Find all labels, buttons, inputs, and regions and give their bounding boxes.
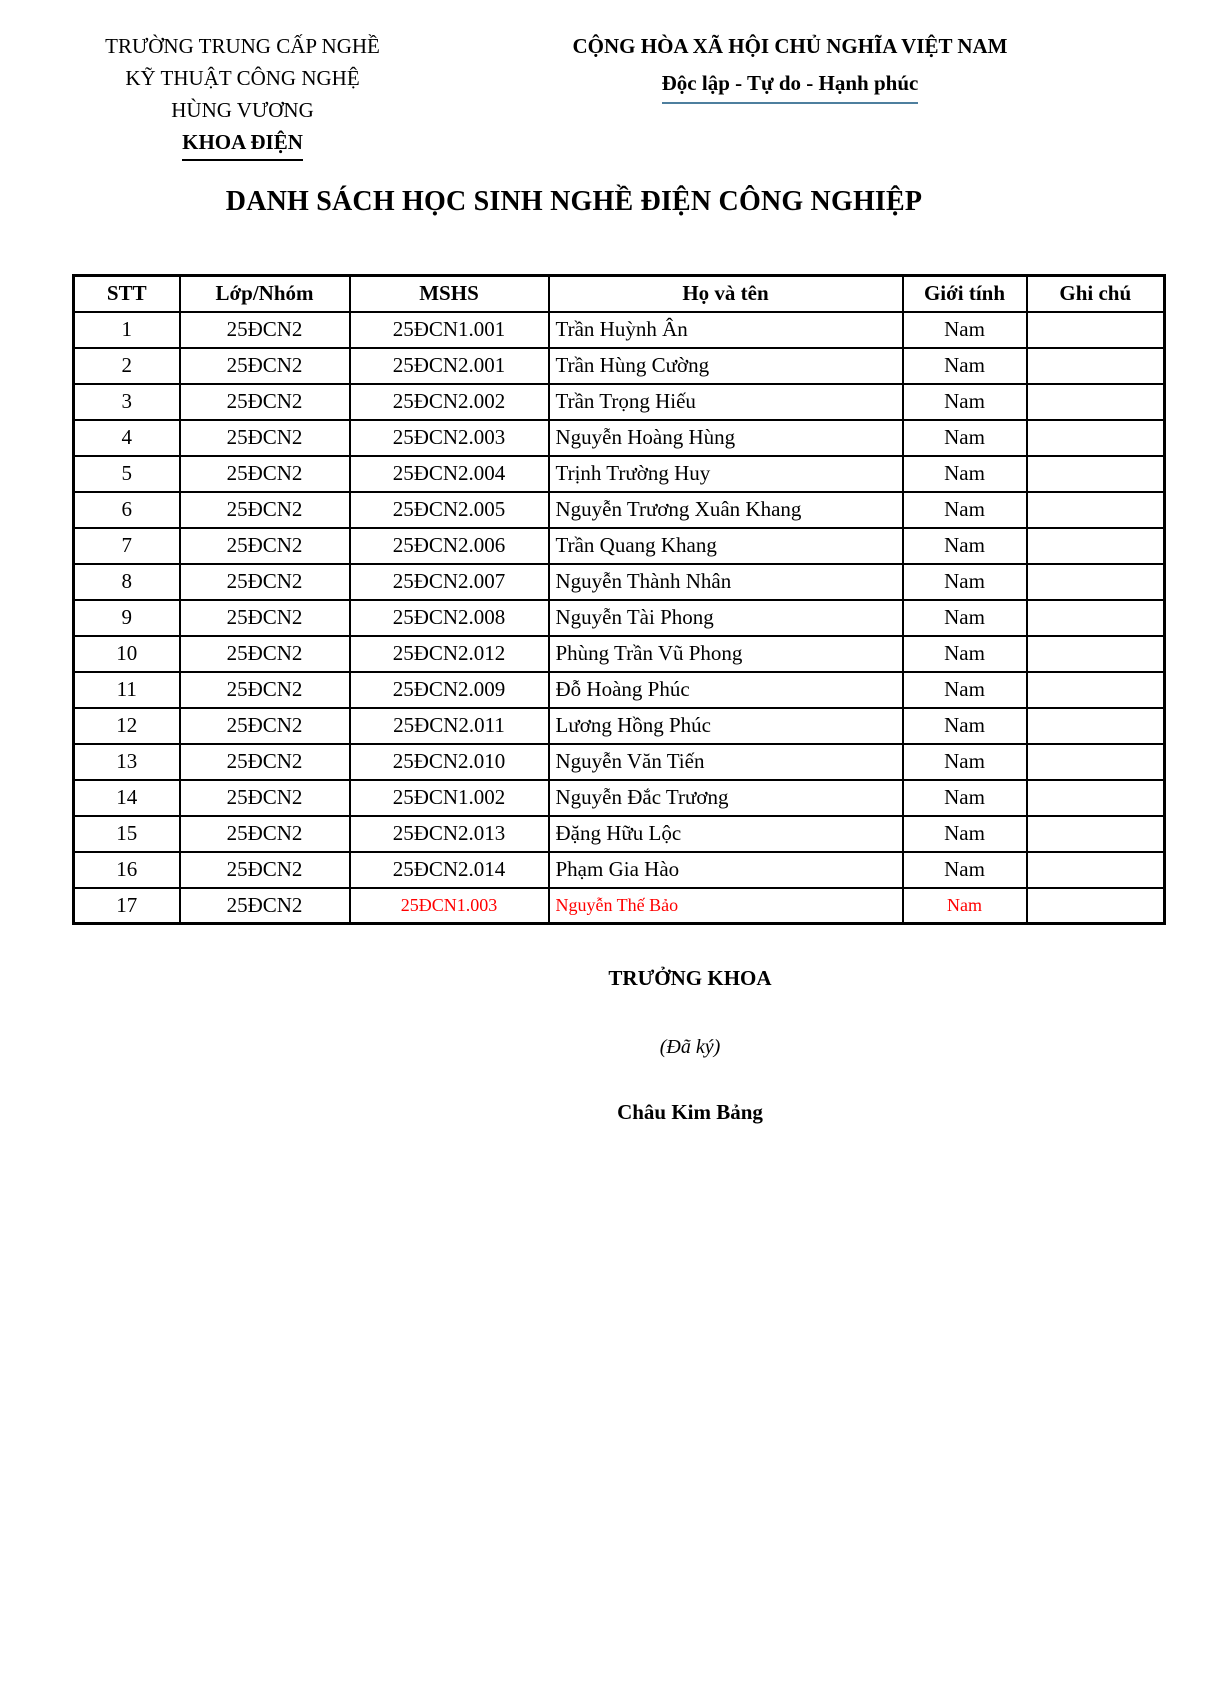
gender-cell: Nam	[903, 564, 1027, 600]
table-row	[74, 888, 1165, 924]
org-name-line-3: HÙNG VƯƠNG	[171, 98, 314, 122]
table-header-row	[74, 276, 1165, 312]
table-row	[74, 744, 1165, 780]
column-header-gender: Giới tính	[903, 276, 1027, 312]
mshs-cell: 25ĐCN1.002	[350, 780, 549, 816]
mshs-cell: 25ĐCN2.014	[350, 852, 549, 888]
national-header	[555, 30, 1025, 104]
gender-cell: Nam	[903, 528, 1027, 564]
table-row	[74, 492, 1165, 528]
stt-cell: 1	[74, 312, 180, 348]
note-cell	[1027, 780, 1165, 816]
note-cell	[1027, 312, 1165, 348]
mshs-cell: 25ĐCN2.010	[350, 744, 549, 780]
class-cell: 25ĐCN2	[180, 564, 350, 600]
stt-cell: 10	[74, 636, 180, 672]
stt-cell: 8	[74, 564, 180, 600]
mshs-cell: 25ĐCN2.007	[350, 564, 549, 600]
table-row	[74, 708, 1165, 744]
gender-cell: Nam	[903, 384, 1027, 420]
stt-cell: 12	[74, 708, 180, 744]
note-cell	[1027, 636, 1165, 672]
column-header-class: Lớp/Nhóm	[180, 276, 350, 312]
name-cell: Lương Hồng Phúc	[549, 708, 903, 744]
gender-cell: Nam	[903, 744, 1027, 780]
class-cell: 25ĐCN2	[180, 528, 350, 564]
gender-cell: Nam	[903, 420, 1027, 456]
department-name: KHOA ĐIỆN	[182, 126, 303, 161]
mshs-cell: 25ĐCN2.006	[350, 528, 549, 564]
table-row	[74, 420, 1165, 456]
class-cell: 25ĐCN2	[180, 384, 350, 420]
name-cell: Trần Trọng Hiếu	[549, 384, 903, 420]
mshs-cell: 25ĐCN2.011	[350, 708, 549, 744]
table-row	[74, 384, 1165, 420]
name-cell: Nguyễn Thành Nhân	[549, 564, 903, 600]
signer-title: TRƯỞNG KHOA	[608, 966, 772, 990]
name-cell: Đỗ Hoàng Phúc	[549, 672, 903, 708]
table-row	[74, 348, 1165, 384]
student-table	[72, 274, 1166, 925]
mshs-cell: 25ĐCN2.013	[350, 816, 549, 852]
table-row	[74, 528, 1165, 564]
mshs-cell: 25ĐCN2.012	[350, 636, 549, 672]
note-cell	[1027, 492, 1165, 528]
class-cell: 25ĐCN2	[180, 636, 350, 672]
note-cell	[1027, 816, 1165, 852]
stt-cell: 17	[74, 888, 180, 924]
name-cell: Nguyễn Văn Tiến	[549, 744, 903, 780]
class-cell: 25ĐCN2	[180, 780, 350, 816]
column-header-note: Ghi chú	[1027, 276, 1165, 312]
table-row	[74, 636, 1165, 672]
gender-cell: Nam	[903, 600, 1027, 636]
org-header	[60, 30, 425, 161]
table-row	[74, 672, 1165, 708]
note-cell	[1027, 744, 1165, 780]
stt-cell: 6	[74, 492, 180, 528]
stt-cell: 4	[74, 420, 180, 456]
class-cell: 25ĐCN2	[180, 420, 350, 456]
class-cell: 25ĐCN2	[180, 600, 350, 636]
mshs-cell: 25ĐCN2.004	[350, 456, 549, 492]
note-cell	[1027, 384, 1165, 420]
table-body	[74, 312, 1165, 924]
class-cell: 25ĐCN2	[180, 492, 350, 528]
note-cell	[1027, 528, 1165, 564]
gender-cell: Nam	[903, 636, 1027, 672]
table-row	[74, 780, 1165, 816]
name-cell: Đặng Hữu Lộc	[549, 816, 903, 852]
org-name-line-2: KỸ THUẬT CÔNG NGHỆ	[125, 66, 360, 90]
gender-cell: Nam	[903, 348, 1027, 384]
name-cell: Nguyễn Hoàng Hùng	[549, 420, 903, 456]
stt-cell: 5	[74, 456, 180, 492]
mshs-cell: 25ĐCN2.003	[350, 420, 549, 456]
mshs-cell: 25ĐCN2.002	[350, 384, 549, 420]
class-cell: 25ĐCN2	[180, 888, 350, 924]
class-cell: 25ĐCN2	[180, 312, 350, 348]
page-title: DANH SÁCH HỌC SINH NGHỀ ĐIỆN CÔNG NGHIỆP	[225, 186, 923, 217]
motto-text: Độc lập - Tự do - Hạnh phúc	[662, 67, 919, 104]
stt-cell: 2	[74, 348, 180, 384]
org-name-line-1: TRƯỜNG TRUNG CẤP NGHỀ	[105, 34, 380, 58]
name-cell: Nguyễn Đắc Trương	[549, 780, 903, 816]
stt-cell: 13	[74, 744, 180, 780]
stt-cell: 7	[74, 528, 180, 564]
table-row	[74, 852, 1165, 888]
note-cell	[1027, 672, 1165, 708]
class-cell: 25ĐCN2	[180, 852, 350, 888]
name-cell: Trần Hùng Cường	[549, 348, 903, 384]
gender-cell: Nam	[903, 672, 1027, 708]
stt-cell: 14	[74, 780, 180, 816]
stt-cell: 3	[74, 384, 180, 420]
column-header-stt: STT	[74, 276, 180, 312]
mshs-cell: 25ĐCN2.001	[350, 348, 549, 384]
name-cell: Nguyễn Thế Bảo	[549, 888, 903, 924]
mshs-cell: 25ĐCN2.008	[350, 600, 549, 636]
note-cell	[1027, 456, 1165, 492]
table-row	[74, 600, 1165, 636]
gender-cell: Nam	[903, 312, 1027, 348]
gender-cell: Nam	[903, 780, 1027, 816]
gender-cell: Nam	[903, 888, 1027, 924]
class-cell: 25ĐCN2	[180, 744, 350, 780]
column-header-mshs: MSHS	[350, 276, 549, 312]
note-cell	[1027, 708, 1165, 744]
name-cell: Phạm Gia Hào	[549, 852, 903, 888]
gender-cell: Nam	[903, 816, 1027, 852]
stt-cell: 11	[74, 672, 180, 708]
stt-cell: 9	[74, 600, 180, 636]
gender-cell: Nam	[903, 852, 1027, 888]
name-cell: Phùng Trần Vũ Phong	[549, 636, 903, 672]
name-cell: Trần Quang Khang	[549, 528, 903, 564]
column-header-name: Họ và tên	[549, 276, 903, 312]
mshs-cell: 25ĐCN2.009	[350, 672, 549, 708]
class-cell: 25ĐCN2	[180, 672, 350, 708]
mshs-cell: 25ĐCN2.005	[350, 492, 549, 528]
table-row	[74, 312, 1165, 348]
note-cell	[1027, 600, 1165, 636]
name-cell: Nguyễn Trương Xuân Khang	[549, 492, 903, 528]
name-cell: Nguyễn Tài Phong	[549, 600, 903, 636]
note-cell	[1027, 420, 1165, 456]
mshs-cell: 25ĐCN1.001	[350, 312, 549, 348]
gender-cell: Nam	[903, 492, 1027, 528]
class-cell: 25ĐCN2	[180, 348, 350, 384]
class-cell: 25ĐCN2	[180, 708, 350, 744]
gender-cell: Nam	[903, 708, 1027, 744]
stt-cell: 15	[74, 816, 180, 852]
note-cell	[1027, 852, 1165, 888]
mshs-cell: 25ĐCN1.003	[350, 888, 549, 924]
signer-name: Châu Kim Bảng	[617, 1100, 763, 1124]
class-cell: 25ĐCN2	[180, 456, 350, 492]
note-cell	[1027, 348, 1165, 384]
name-cell: Trần Huỳnh Ân	[549, 312, 903, 348]
motto-line	[555, 67, 1025, 104]
table-row	[74, 456, 1165, 492]
name-cell: Trịnh Trường Huy	[549, 456, 903, 492]
gender-cell: Nam	[903, 456, 1027, 492]
table-row	[74, 564, 1165, 600]
note-cell	[1027, 564, 1165, 600]
signed-note: (Đã ký)	[659, 1036, 721, 1058]
stt-cell: 16	[74, 852, 180, 888]
class-cell: 25ĐCN2	[180, 816, 350, 852]
note-cell	[1027, 888, 1165, 924]
table-row	[74, 816, 1165, 852]
country-name-line: CỘNG HÒA XÃ HỘI CHỦ NGHĨA VIỆT NAM	[572, 34, 1008, 58]
department-line	[60, 126, 425, 161]
